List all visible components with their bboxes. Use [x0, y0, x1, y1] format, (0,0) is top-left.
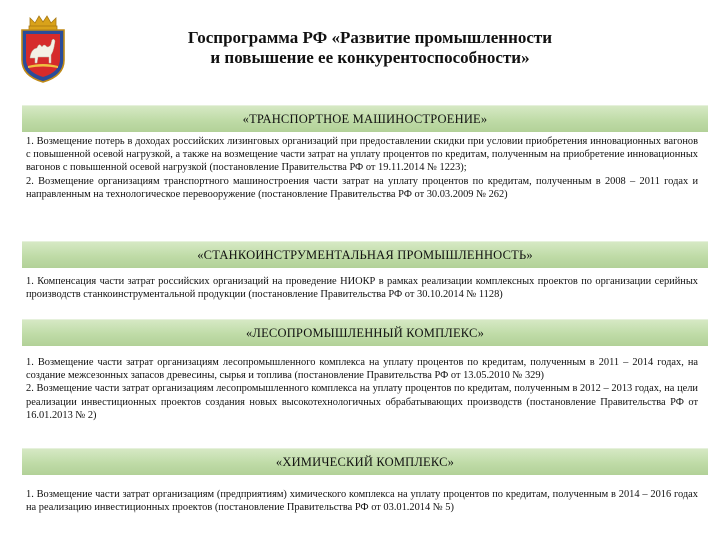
page-title [90, 28, 650, 68]
crown-icon [29, 16, 57, 30]
list-item: 2. Возмещение организациям транспортного машиностроения части затрат на уплату процентов по кредитам, полученным в 2008 – 2011 годах и направленным на технологическое перевооружение (постановление Правительства РФ от 30.03.2009 № 262) [26, 175, 698, 200]
section-heading-machine-tools: «СТАНКОИНСТРУМЕНТАЛЬНАЯ ПРОМЫШЛЕННОСТЬ» [22, 241, 708, 268]
title-line-1: Госпрограмма РФ «Развитие промышленности [187, 28, 553, 47]
list-item: 1. Возмещение части затрат организациям лесопромышленного комплекса на уплату процентов по кредитам, полученным в 2011 – 2014 годах, на создание межсезонных запасов древесины, сырья и топлива (постановление Правительства РФ от 13.05.2010 № 329) [26, 357, 698, 382]
list-item: 1. Компенсация части затрат российских организаций на проведение НИОКР в рамках реализации комплексных проектов по организации серийных производств станкоинструментальной продукции (постановление Правительства РФ от 30.10.2014 № 1128) [26, 276, 698, 301]
section-heading-transport: «ТРАНСПОРТНОЕ МАШИНОСТРОЕНИЕ» [22, 105, 708, 132]
section-heading-timber: «ЛЕСОПРОМЫШЛЕННЫЙ КОМПЛЕКС» [22, 319, 708, 346]
title-line-2: и повышение ее конкурентоспособности» [210, 48, 530, 67]
list-item: 1. Возмещение части затрат организациям (предприятиям) химического комплекса на уплату процентов по кредитам, полученным в 2014 – 2016 годах на реализацию инвестиционных проектов (постановление Правительства РФ от 03.01.2014 № 5) [26, 489, 698, 514]
section-body-timber [26, 356, 698, 422]
list-item: 1. Возмещение потерь в доходах российских лизинговых организаций при предоставлении скидки при условии приобретения инновационных вагонов с повышенной осевой нагрузкой, а также на возмещение части затрат на уплату процентов по кредитам, полученным на приобретение инновационных вагонов с повышенной осевой нагрузкой (постановление Правительства РФ от 19.11.2014 № 1223); [26, 136, 698, 174]
section-body-transport [26, 135, 698, 201]
coat-of-arms-emblem [16, 14, 70, 84]
section-heading-chemical: «ХИМИЧЕСКИЙ КОМПЛЕКС» [22, 448, 708, 475]
section-body-machine-tools [26, 275, 698, 301]
section-body-chemical [26, 488, 698, 514]
list-item: 2. Возмещение части затрат организациям лесопромышленного комплекса на уплату процентов по кредитам, полученным в 2012 – 2013 годах, на цели реализации инвестиционных проектов создания новых высокотехнологичных обрабатывающих производств (постановление Правительства РФ от 16.01.2013 № 2) [26, 383, 698, 421]
